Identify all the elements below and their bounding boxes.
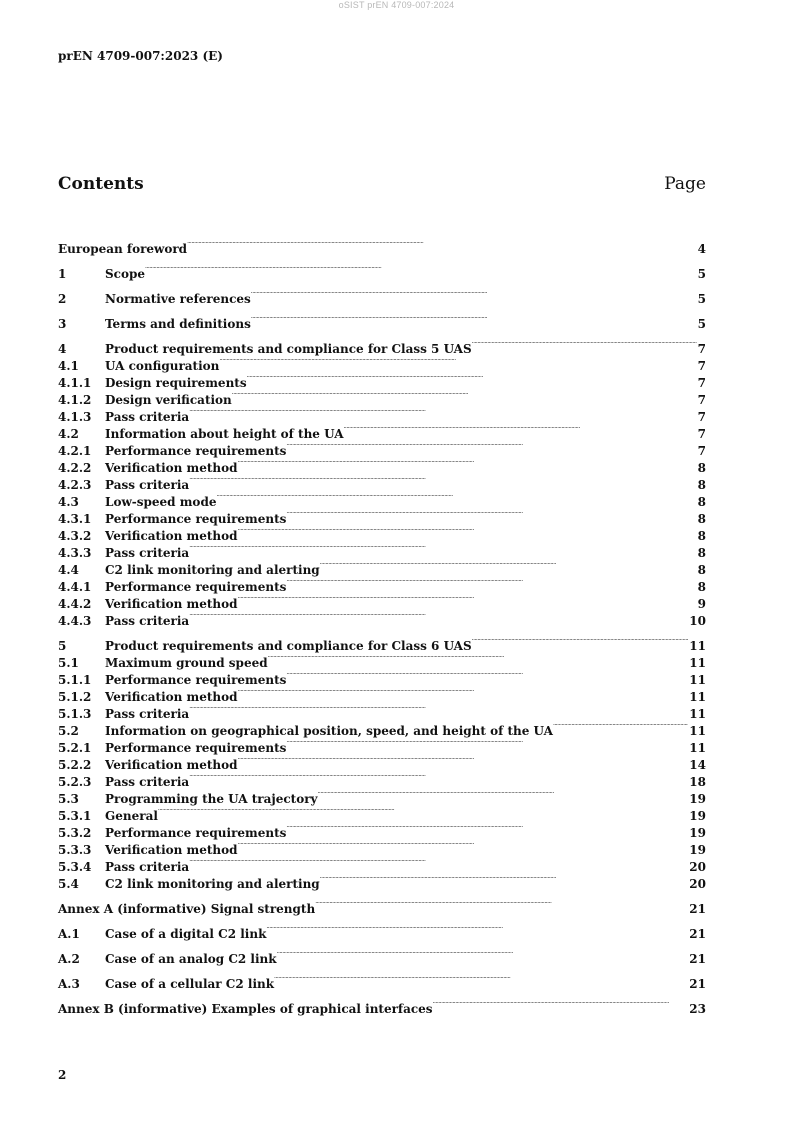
toc-dot-leader bbox=[472, 336, 697, 353]
document-id: prEN 4709-007:2023 (E) bbox=[58, 49, 223, 63]
toc-entry-number: 5.1.3 bbox=[58, 707, 92, 721]
toc-dot-leader bbox=[238, 523, 697, 540]
toc-entry-page: 7 bbox=[697, 376, 706, 390]
toc-entry-title: Verification method bbox=[105, 758, 238, 772]
toc-entry-number: 4.1 bbox=[58, 359, 79, 373]
toc-entry-number: 4 bbox=[58, 342, 67, 356]
toc-entry-page: 5 bbox=[697, 292, 706, 306]
toc-entry-number: 4.3.3 bbox=[58, 546, 92, 560]
toc-entry-page: 11 bbox=[689, 639, 706, 653]
toc-entry-page: 7 bbox=[697, 427, 706, 441]
toc-entry[interactable] bbox=[58, 311, 706, 331]
toc-entry-title: Verification method bbox=[105, 690, 238, 704]
toc-dot-leader bbox=[247, 370, 697, 387]
toc-entry-title: Low-speed mode bbox=[105, 495, 217, 509]
toc-dot-leader bbox=[251, 311, 697, 328]
toc-entry-page: 8 bbox=[697, 580, 706, 594]
toc-entry-page: 21 bbox=[689, 952, 706, 966]
toc-entry-number: 3 bbox=[58, 317, 67, 331]
toc-dot-leader bbox=[238, 684, 689, 701]
footer-page-number: 2 bbox=[58, 1068, 67, 1082]
toc-entry-title: Performance requirements bbox=[105, 826, 287, 840]
toc-dot-leader bbox=[189, 854, 688, 871]
toc-entry-page: 8 bbox=[697, 478, 706, 492]
toc-dot-leader bbox=[189, 701, 688, 718]
toc-entry-number: 5.4 bbox=[58, 877, 79, 891]
toc-dot-leader bbox=[433, 996, 689, 1013]
contents-title: Contents bbox=[58, 174, 144, 194]
toc-entry-title: Pass criteria bbox=[105, 410, 190, 424]
toc-dot-leader bbox=[318, 786, 689, 803]
toc-entry-title: Performance requirements bbox=[105, 512, 287, 526]
toc-entry-number: 4.4.1 bbox=[58, 580, 92, 594]
toc-entry-page: 8 bbox=[697, 529, 706, 543]
toc-entry-title: Terms and definitions bbox=[105, 317, 251, 331]
toc-entry-page: 19 bbox=[689, 809, 706, 823]
toc-entry-page: 20 bbox=[689, 877, 706, 891]
toc-entry-page: 8 bbox=[697, 563, 706, 577]
toc-entry-number: 4.1.3 bbox=[58, 410, 92, 424]
toc-entry-title: C2 link monitoring and alerting bbox=[105, 877, 320, 891]
toc-entry-page: 23 bbox=[689, 1002, 706, 1016]
toc-entry-page: 4 bbox=[697, 242, 706, 256]
toc-dot-leader bbox=[216, 489, 696, 506]
toc-dot-leader bbox=[238, 591, 697, 608]
toc-entry-number: 5.1.1 bbox=[58, 673, 92, 687]
toc-entry-number: 5.1 bbox=[58, 656, 79, 670]
watermark: oSIST prEN 4709-007:2024 bbox=[338, 0, 455, 10]
toc-entry-number: 5.1.2 bbox=[58, 690, 92, 704]
toc-entry-number: 4.2.1 bbox=[58, 444, 92, 458]
toc-entry-number: 2 bbox=[58, 292, 67, 306]
toc-entry[interactable] bbox=[58, 921, 706, 941]
toc-entry-title: Case of a digital C2 link bbox=[105, 927, 267, 941]
toc-entry-title: Annex B (informative) Examples of graphical interfaces bbox=[58, 1002, 433, 1016]
toc-entry-number: 4.2 bbox=[58, 427, 79, 441]
toc-entry-title: Case of an analog C2 link bbox=[105, 952, 277, 966]
toc-entry-title: Design requirements bbox=[105, 376, 247, 390]
toc-entry[interactable] bbox=[58, 236, 706, 256]
toc-entry-title: Design verification bbox=[105, 393, 232, 407]
toc-entry-title: Maximum ground speed bbox=[105, 656, 268, 670]
toc-entry-page: 20 bbox=[689, 860, 706, 874]
toc-entry-title: Information about height of the UA bbox=[105, 427, 344, 441]
toc-entry[interactable] bbox=[58, 336, 706, 356]
toc-entry-title: Pass criteria bbox=[105, 546, 190, 560]
toc-entry-number: 5.3 bbox=[58, 792, 79, 806]
toc-dot-leader bbox=[189, 769, 688, 786]
toc-entry-title: Programming the UA trajectory bbox=[105, 792, 318, 806]
toc-entry-title: C2 link monitoring and alerting bbox=[105, 563, 320, 577]
toc-entry-page: 21 bbox=[689, 902, 706, 916]
toc-entry-number: 4.3 bbox=[58, 495, 79, 509]
toc-entry-number: 5.3.2 bbox=[58, 826, 92, 840]
toc-dot-leader bbox=[189, 608, 688, 625]
toc-entry-page: 21 bbox=[689, 927, 706, 941]
toc-entry-title: Verification method bbox=[105, 843, 238, 857]
toc-entry-page: 7 bbox=[697, 444, 706, 458]
toc-entry[interactable] bbox=[58, 946, 706, 966]
toc-entry-page: 7 bbox=[697, 359, 706, 373]
toc-entry[interactable] bbox=[58, 286, 706, 306]
toc-dot-leader bbox=[286, 820, 688, 837]
toc-entry-title: Case of a cellular C2 link bbox=[105, 977, 275, 991]
toc-entry-page: 7 bbox=[697, 342, 706, 356]
toc-entry-number: 4.1.1 bbox=[58, 376, 92, 390]
toc-entry-page: 21 bbox=[689, 977, 706, 991]
toc-entry-number: 5 bbox=[58, 639, 67, 653]
toc-entry-title: Performance requirements bbox=[105, 673, 287, 687]
toc-entry-page: 14 bbox=[689, 758, 706, 772]
toc-entry-page: 11 bbox=[689, 673, 706, 687]
toc-entry-page: 19 bbox=[689, 843, 706, 857]
toc-entry-number: 4.4.3 bbox=[58, 614, 92, 628]
toc-entry-title: Scope bbox=[105, 267, 146, 281]
toc-dot-leader bbox=[320, 557, 697, 574]
toc-entry-number: 4.4 bbox=[58, 563, 79, 577]
toc-dot-leader bbox=[238, 455, 697, 472]
toc-entry-page: 19 bbox=[689, 826, 706, 840]
toc-entry-number: 5.2.3 bbox=[58, 775, 92, 789]
toc-entry-number: 5.2.1 bbox=[58, 741, 92, 755]
toc-entry-title: European foreword bbox=[58, 242, 188, 256]
toc-entry[interactable] bbox=[58, 896, 706, 916]
toc-entry-page: 18 bbox=[689, 775, 706, 789]
toc-entry-number: 5.2 bbox=[58, 724, 79, 738]
toc-dot-leader bbox=[189, 540, 696, 557]
toc-dot-leader bbox=[189, 472, 696, 489]
toc-entry-page: 10 bbox=[689, 614, 706, 628]
toc-entry-page: 5 bbox=[697, 317, 706, 331]
toc-dot-leader bbox=[189, 404, 696, 421]
toc-entry-number: 5.3.1 bbox=[58, 809, 92, 823]
toc-dot-leader bbox=[277, 946, 689, 963]
toc-entry-number: A.3 bbox=[58, 977, 80, 991]
toc-entry-title: Product requirements and compliance for Class 6 UAS bbox=[105, 639, 472, 653]
toc-entry-number: 5.2.2 bbox=[58, 758, 92, 772]
toc-entry-title: Pass criteria bbox=[105, 614, 190, 628]
toc-entry-page: 19 bbox=[689, 792, 706, 806]
toc-dot-leader bbox=[145, 261, 697, 278]
toc-entry-title: Performance requirements bbox=[105, 741, 287, 755]
toc-entry-number: 4.2.2 bbox=[58, 461, 92, 475]
toc-entry-page: 8 bbox=[697, 546, 706, 560]
toc-entry-title: Verification method bbox=[105, 529, 238, 543]
toc-entry-number: 5.3.4 bbox=[58, 860, 92, 874]
toc-dot-leader bbox=[286, 735, 688, 752]
toc-dot-leader bbox=[251, 286, 697, 303]
toc-dot-leader bbox=[238, 837, 689, 854]
toc-dot-leader bbox=[158, 803, 688, 820]
toc-dot-leader bbox=[472, 633, 689, 650]
toc-entry-page: 5 bbox=[697, 267, 706, 281]
toc-entry-page: 11 bbox=[689, 741, 706, 755]
toc-dot-leader bbox=[238, 752, 689, 769]
toc-dot-leader bbox=[268, 650, 689, 667]
toc-entry-page: 8 bbox=[697, 461, 706, 475]
toc-entry-page: 7 bbox=[697, 393, 706, 407]
toc-entry-title: UA configuration bbox=[105, 359, 220, 373]
toc-entry-title: Annex A (informative) Signal strength bbox=[58, 902, 316, 916]
toc-entry-number: 5.3.3 bbox=[58, 843, 92, 857]
table-of-contents bbox=[58, 236, 706, 1016]
toc-entry-title: Pass criteria bbox=[105, 775, 190, 789]
toc-entry-title: Performance requirements bbox=[105, 444, 287, 458]
toc-dot-leader bbox=[286, 667, 688, 684]
toc-entry-page: 8 bbox=[697, 495, 706, 509]
toc-entry[interactable] bbox=[58, 261, 706, 281]
toc-entry-number: A.2 bbox=[58, 952, 80, 966]
toc-entry-number: 4.4.2 bbox=[58, 597, 92, 611]
toc-dot-leader bbox=[286, 574, 696, 591]
toc-entry-number: 4.2.3 bbox=[58, 478, 92, 492]
toc-entry-title: Normative references bbox=[105, 292, 251, 306]
toc-entry-page: 11 bbox=[689, 690, 706, 704]
toc-entry-number: 1 bbox=[58, 267, 67, 281]
toc-entry-page: 9 bbox=[697, 597, 706, 611]
page-column-label: Page bbox=[664, 174, 706, 194]
toc-dot-leader bbox=[286, 438, 696, 455]
toc-entry[interactable] bbox=[58, 633, 706, 653]
toc-dot-leader bbox=[320, 871, 689, 888]
toc-entry-title: Pass criteria bbox=[105, 860, 190, 874]
toc-entry-title: Pass criteria bbox=[105, 707, 190, 721]
toc-entry-number: 4.1.2 bbox=[58, 393, 92, 407]
toc-entry-title: Product requirements and compliance for Class 5 UAS bbox=[105, 342, 472, 356]
toc-entry-page: 11 bbox=[689, 707, 706, 721]
toc-entry-title: Pass criteria bbox=[105, 478, 190, 492]
toc-entry-page: 7 bbox=[697, 410, 706, 424]
toc-dot-leader bbox=[286, 506, 696, 523]
toc-dot-leader bbox=[266, 921, 688, 938]
toc-entry[interactable] bbox=[58, 996, 706, 1016]
toc-entry-page: 11 bbox=[689, 724, 706, 738]
toc-entry-title: General bbox=[105, 809, 158, 823]
toc-dot-leader bbox=[187, 236, 697, 253]
toc-dot-leader bbox=[232, 387, 697, 404]
toc-entry-title: Information on geographical position, speed, and height of the UA bbox=[105, 724, 553, 738]
toc-entry-title: Performance requirements bbox=[105, 580, 287, 594]
toc-entry-number: 4.3.2 bbox=[58, 529, 92, 543]
toc-dot-leader bbox=[344, 421, 697, 438]
toc-dot-leader bbox=[315, 896, 688, 913]
toc-entry-number: A.1 bbox=[58, 927, 80, 941]
toc-entry-number: 4.3.1 bbox=[58, 512, 92, 526]
toc-entry-title: Verification method bbox=[105, 597, 238, 611]
toc-entry-title: Verification method bbox=[105, 461, 238, 475]
toc-entry-page: 11 bbox=[689, 656, 706, 670]
toc-dot-leader bbox=[219, 353, 696, 370]
toc-entry-page: 8 bbox=[697, 512, 706, 526]
toc-entry[interactable] bbox=[58, 971, 706, 991]
toc-dot-leader bbox=[274, 971, 688, 988]
toc-dot-leader bbox=[553, 718, 688, 735]
